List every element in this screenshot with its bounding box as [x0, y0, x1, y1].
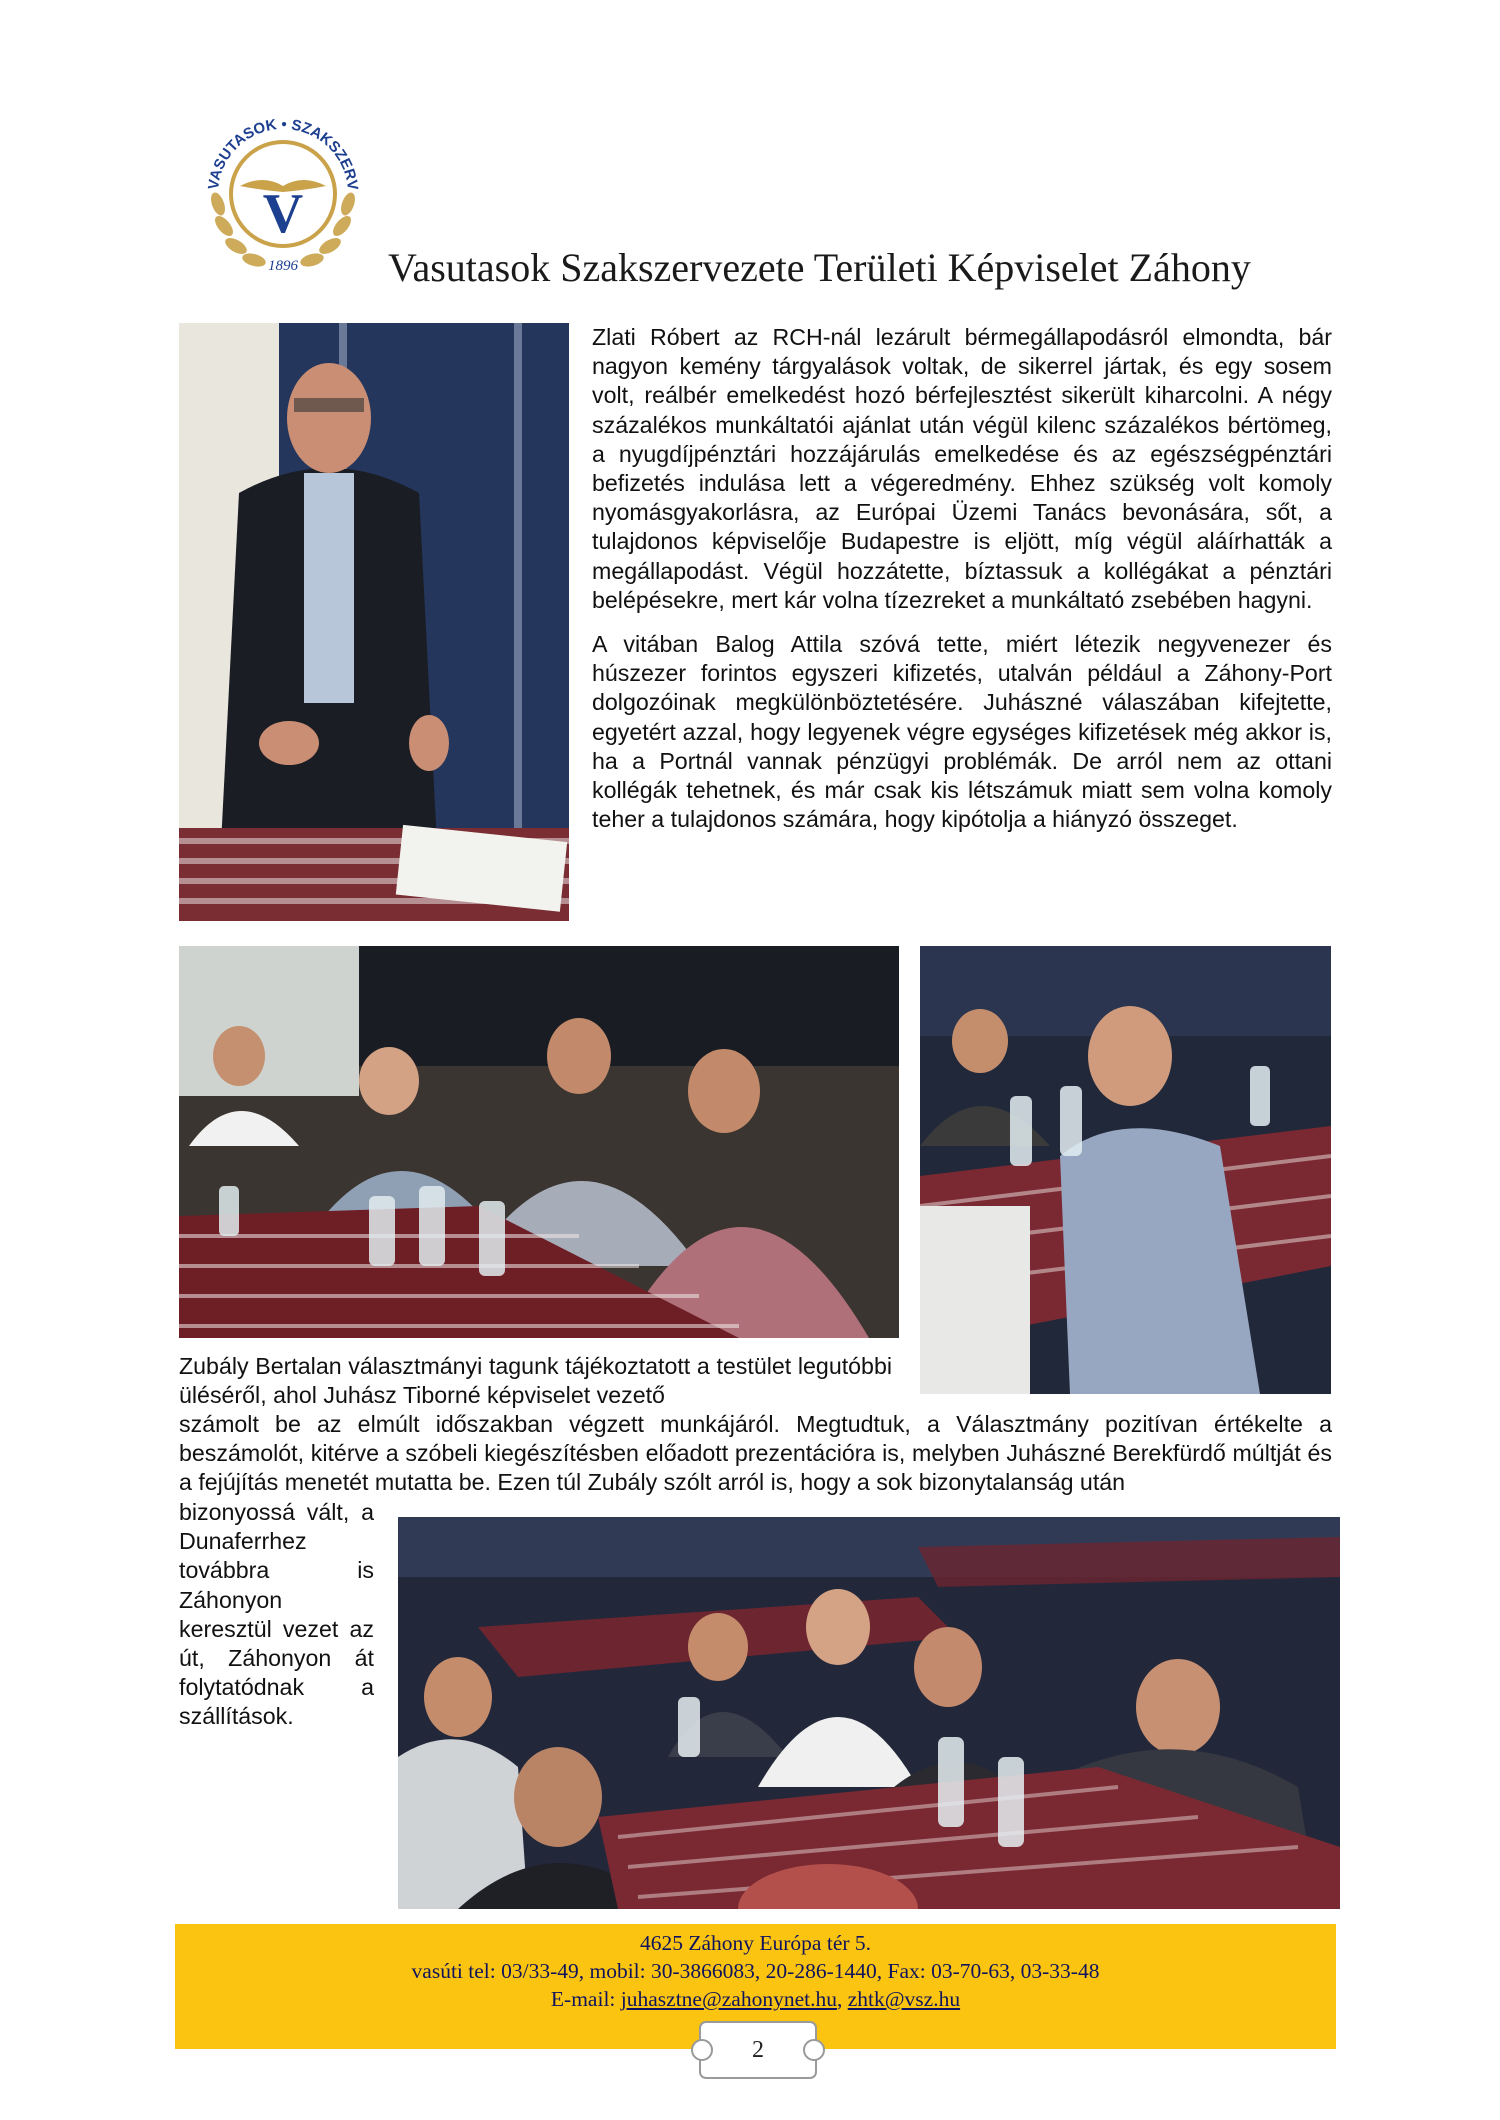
- paragraph-3-start: Zubály Bertalan választmányi tagunk tájékoztatott a testület legutóbbi üléséről, ahol Juhász Tiborné képviselet vezető: [179, 1353, 892, 1409]
- page-number: 2: [752, 2037, 764, 2063]
- footer-address: 4625 Záhony Európa tér 5.: [639, 1931, 872, 1955]
- logo-ring-text: VASUTASOK • SZAKSZERV: [205, 115, 361, 192]
- meeting-photo-2: [920, 946, 1331, 1394]
- email-link-zhtk[interactable]: zhtk@vsz.hu: [847, 1987, 961, 2011]
- meeting-photo-1: [179, 946, 899, 1338]
- paragraph-1: Zlati Róbert az RCH-nál lezárult bérmegállapodásról elmondta, bár nagyon kemény tárgyalások voltak, de sikerrel jártak, és egy sosem volt, reálbér emelkedést hozó bérfejlesztést sikerült kiharcolni. A négy százalékos munkáltatói ajánlat után végül kilenc százalékos bértömeg, a nyugdíjpénztári hozzájárulás emelkedése és az egészségpénztári befizetés indulása lett a végeredmény. Ehhez szükség volt komoly nyomásgyakorlásra, az Európai Üzemi Tanács bevonására, sőt, a tulajdonos képviselője Budapestre is eljött, míg végül aláírhatták a megállapodást. Végül hozzátette, bíztassuk a kollégákat a pénztári belépésekre, mert kár volna tízezreket a munkáltató zsebében hagyni.: [592, 324, 1332, 613]
- speaker-photo: [179, 323, 569, 921]
- paragraph-2: A vitában Balog Attila szóvá tette, miért létezik negyvenezer és húszezer forintos egyszeri kifizetés, utalván például a Záhony-Port dolgozóinak megkülönböztetésére. Juhászné válaszában kifejtette, egyetért azzal, hogy legyenek végre egységes kifizetések még akkor is, ha a Portnál vannak pénzügyi problémák. De arról nem az ottani kollégák tehetnek, és már csak kis létszámuk miatt sem volna komoly teher a tulajdonos számára, hogy kipótolja a hiányzó összeget.: [592, 631, 1332, 833]
- email-label: E-mail:: [550, 1987, 621, 2011]
- paragraph-3-end: bizonyossá vált, a Dunaferrhez továbbra is Záhonyon keresztül vezet az út, Záhonyon át folytatódnak a szállítások.: [179, 1499, 374, 1730]
- paragraph-3-middle: számolt be az elmúlt időszakban végzett munkájáról. Megtudtuk, a Választmány pozitívan értékelte a beszámolót, kitérve a szóbeli kiegészítésben előadott prezentációra is, melyben Juhászné Berekfürdő múltját és a fejújítás menetét mutatta be. Ezen túl Zubály szólt arról is, hogy a sok bizonytalanság után: [179, 1411, 1332, 1496]
- article-column: [592, 323, 1332, 834]
- page-number-scroll: [688, 2014, 828, 2094]
- footer-email-line: [175, 1985, 1336, 2013]
- email-link-juhasztne[interactable]: juhasztne@zahonynet.hu: [620, 1987, 837, 2011]
- logo-year: 1896: [268, 258, 298, 274]
- logo-letter: V: [262, 183, 304, 245]
- footer-phones: vasúti tel: 03/33-49, mobil: 30-3866083, 20-286-1440, Fax: 03-70-63, 03-33-48: [411, 1959, 1100, 1983]
- page-title: Vasutasok Szakszervezete Területi Képviselet Záhony: [388, 245, 1251, 290]
- meeting-photo-3: [398, 1517, 1340, 1909]
- email-separator: ,: [836, 1987, 848, 2011]
- union-logo: [188, 94, 378, 284]
